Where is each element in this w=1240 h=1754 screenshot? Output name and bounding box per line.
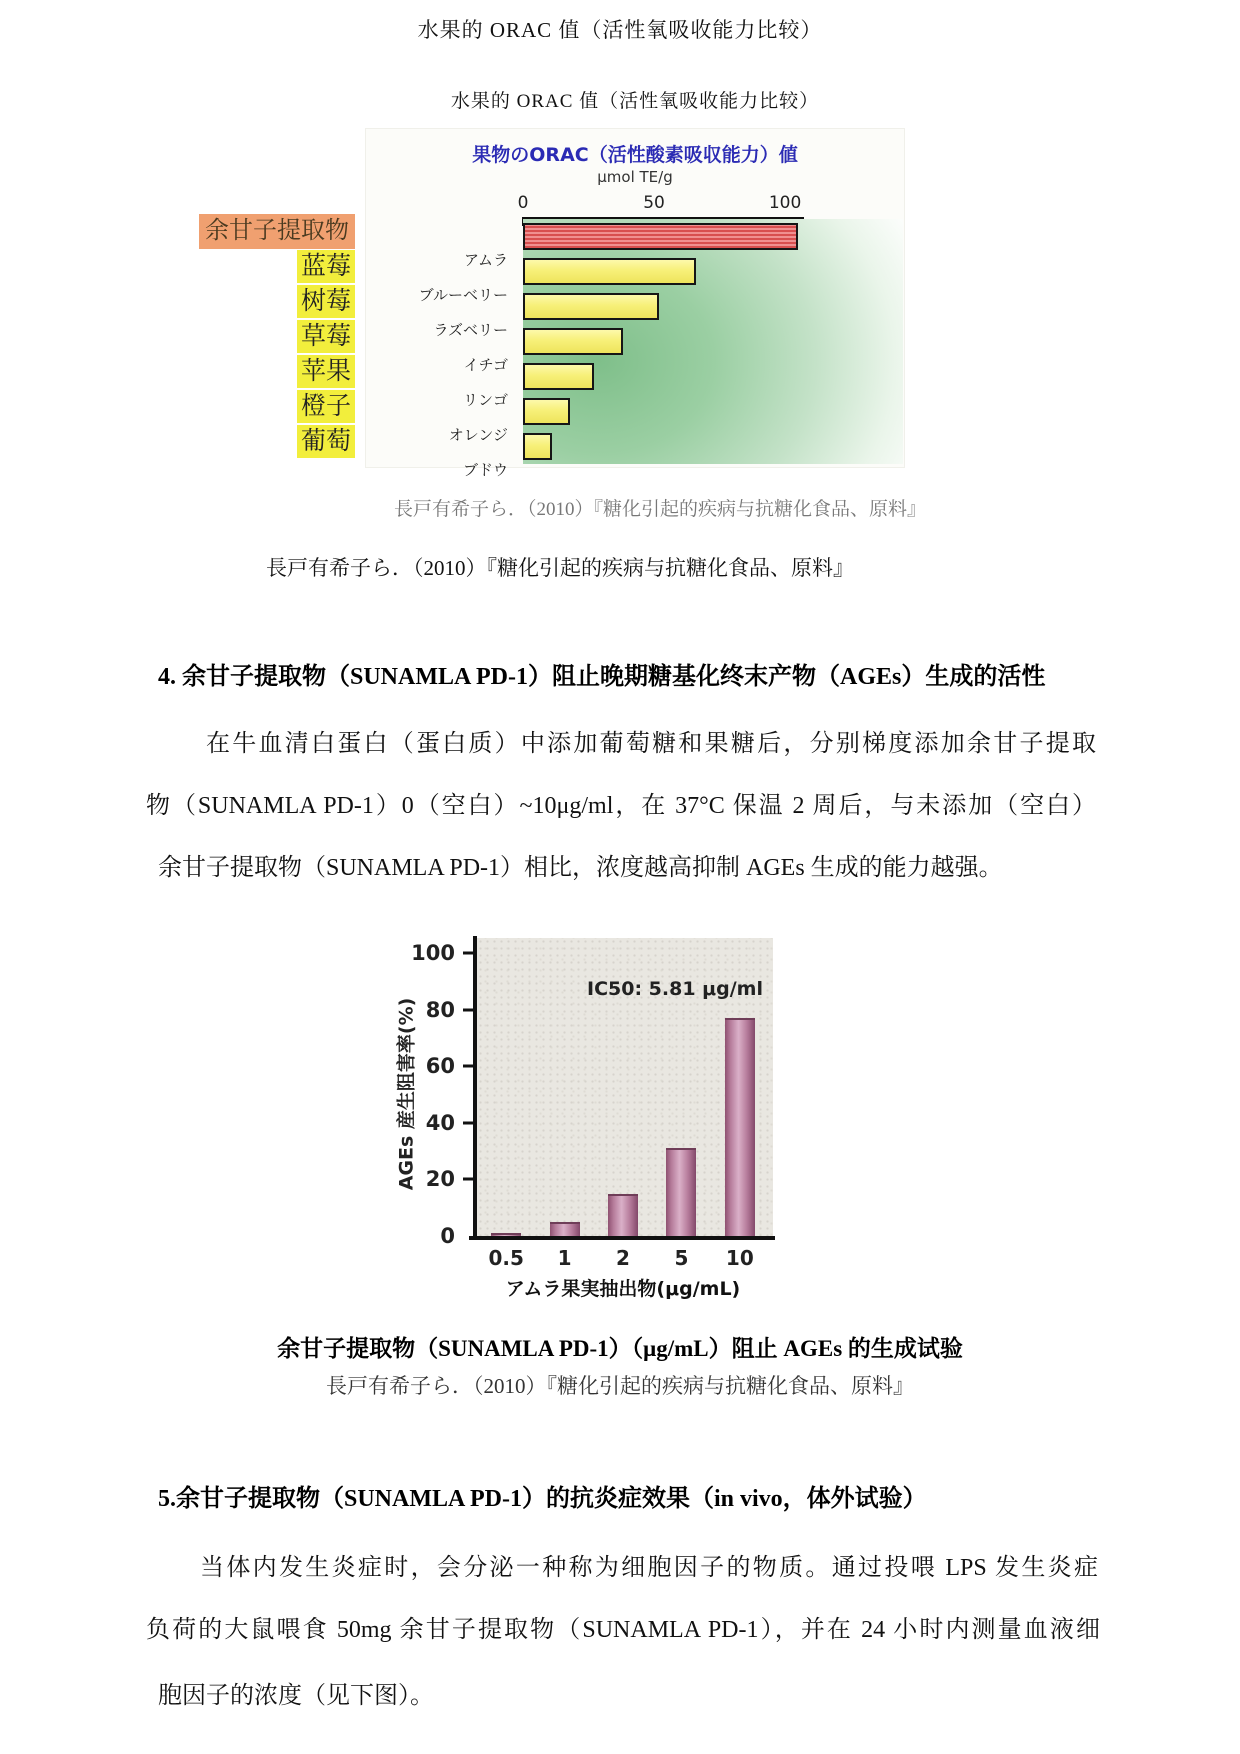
annotation-label-amla-extract: 余甘子提取物 (199, 214, 355, 249)
x-tick-label-100: 100 (768, 193, 802, 213)
annotation-row (185, 354, 355, 389)
annotation-row (185, 319, 355, 354)
chart1-title: 果物のORAC（活性酸素吸収能力）値 (472, 144, 798, 166)
section4-heading: 4. 余甘子提取物（SUNAMLA PD-1）阻止晚期糖基化终末产物（AGEs）生成的活性 (158, 664, 1046, 690)
figure2-citation: 長戸有希子ら．（2010）『糖化引起的疾病与抗糖化食品、原料』 (326, 1374, 914, 1398)
ic50-annotation: IC50: 5.81 μg/ml (587, 978, 763, 1000)
y-tick-label-40: 40 (425, 1110, 455, 1135)
bar-2 (608, 1194, 638, 1236)
category-label-amla: アムラ (464, 251, 508, 269)
figure2-caption: 余甘子提取物（SUNAMLA PD-1）（μg/mL）阻止 AGEs 的生成试验 (277, 1336, 963, 1361)
annotation-row (185, 424, 355, 459)
bar-slot (477, 953, 535, 1236)
bar-10 (725, 1018, 755, 1236)
y-axis-label: AGEs 産生阻害率(%) (395, 997, 418, 1191)
bar-slot (652, 953, 710, 1236)
bar-row (523, 394, 903, 429)
y-tick-label-100: 100 (411, 941, 455, 965)
bar-slot (594, 953, 652, 1236)
x-axis-tick-labels (477, 1246, 769, 1270)
category-label-apple: リンゴ (462, 391, 508, 409)
category-label-raspberry: ラズベリー (433, 321, 508, 339)
bar-1 (550, 1222, 580, 1236)
chart1-plot (517, 193, 903, 464)
figure1-citation: 長戸有希子ら．（2010）『糖化引起的疾病与抗糖化食品、原料』 (266, 556, 854, 580)
bar-orange (523, 398, 570, 425)
annotation-label-strawberry: 草莓 (297, 320, 355, 353)
annotation-row (185, 249, 355, 284)
annotation-row (185, 214, 355, 249)
bar-blueberry (523, 258, 696, 285)
bar-5 (666, 1148, 696, 1236)
figure1-title: 水果的 ORAC 值（活性氧吸收能力比较） (450, 91, 820, 112)
annotation-label-blueberry: 蓝莓 (297, 250, 355, 283)
y-tick-mark (463, 1178, 473, 1181)
annotation-label-apple: 苹果 (297, 355, 355, 388)
ages-inhibition-chart (365, 908, 785, 1310)
category-label-grape: ブドウ (462, 461, 508, 479)
y-tick-mark (463, 1065, 473, 1068)
bar-strawberry (523, 328, 623, 355)
bar-row (523, 429, 903, 464)
x-axis-line (469, 1236, 775, 1240)
bar-row (523, 254, 903, 289)
x-tick-label-1: 1 (557, 1246, 572, 1270)
y-tick-label-0: 0 (440, 1224, 455, 1248)
paragraph-line: 胞因子的浓度（见下图）。 (158, 1683, 434, 1709)
bar-slot (711, 953, 769, 1236)
bar-slot (535, 953, 593, 1236)
chinese-annotation-labels (185, 214, 355, 459)
x-tick-label-50: 50 (643, 193, 665, 213)
category-label-orange: オレンジ (448, 426, 508, 444)
category-label-strawberry: イチゴ (463, 356, 508, 374)
bar-amla (523, 223, 798, 250)
y-tick-mark (463, 952, 473, 955)
paragraph-line: 物（SUNAMLA PD-1）0（空白）~10μg/ml，在 37°C 保温 2 周后，与未添加（空白） (146, 793, 1096, 819)
y-axis-ticks (365, 941, 473, 1248)
y-tick-mark (463, 1008, 473, 1011)
bar-row (523, 359, 903, 394)
annotation-label-raspberry: 树莓 (297, 285, 355, 318)
page-header-title: 水果的 ORAC 值（活性氧吸收能力比较） (417, 18, 823, 42)
paragraph-line: 负荷的大鼠喂食 50mg 余甘子提取物（SUNAMLA PD-1），并在 24 小时内测量血液细 (146, 1617, 1100, 1643)
figure1-citation-inner: 長戸有希子ら．（2010）『糖化引起的疾病与抗糖化食品、原料』 (393, 499, 926, 520)
chart2-plot-area (477, 953, 769, 1236)
bar-row (523, 324, 903, 359)
chart1-plot-area (523, 219, 903, 464)
bar-row (523, 289, 903, 324)
chart1-category-labels (366, 243, 516, 488)
annotation-label-grape: 葡萄 (297, 425, 355, 458)
y-tick-label-20: 20 (425, 1167, 455, 1192)
bar-apple (523, 363, 594, 390)
x-tick-label-2: 2 (616, 1246, 630, 1270)
annotation-label-orange: 橙子 (297, 390, 355, 423)
x-tick-label-10: 10 (725, 1246, 754, 1270)
y-tick-label-80: 80 (425, 997, 455, 1022)
x-tick-label-0p5: 0.5 (488, 1246, 524, 1270)
chart1-unit-label: μmol TE/g (597, 168, 673, 186)
category-label-blueberry: ブルーベリー (418, 286, 508, 304)
bar-raspberry (523, 293, 659, 320)
paragraph-line: 在牛血清白蛋白（蛋白质）中添加葡萄糖和果糖后，分别梯度添加余甘子提取 (206, 731, 1096, 757)
bar-grape (523, 433, 552, 460)
x-tick-label-5: 5 (674, 1246, 689, 1270)
paragraph-line: 当体内发生炎症时，会分泌一种称为细胞因子的物质。通过投喂 LPS 发生炎症 (200, 1555, 1098, 1581)
orac-bar-chart (365, 128, 905, 479)
x-tick-label-0: 0 (517, 193, 529, 213)
x-axis-tick-labels (517, 193, 903, 217)
annotation-row (185, 389, 355, 424)
annotation-row (185, 284, 355, 319)
x-axis-title: アムラ果実抽出物(μg/mL) (505, 1278, 741, 1300)
paragraph-line: 余甘子提取物（SUNAMLA PD-1）相比，浓度越高抑制 AGEs 生成的能力越强。 (158, 855, 1003, 881)
section5-heading: 5.余甘子提取物（SUNAMLA PD-1）的抗炎症效果（in vivo，体外试验） (158, 1486, 927, 1512)
y-tick-mark (463, 1121, 473, 1124)
bar-row (523, 219, 903, 254)
y-tick-label-60: 60 (425, 1054, 455, 1079)
